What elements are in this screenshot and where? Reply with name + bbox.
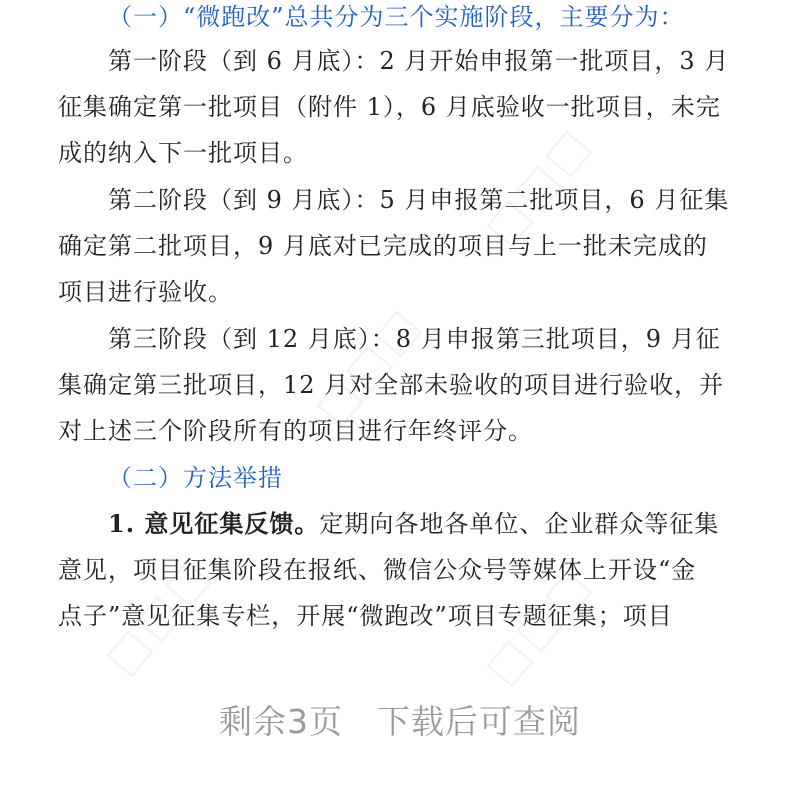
stage-one-line-1: 第一阶段（到 6 月底）：2 月开始申报第一批项目，3 月 <box>108 47 730 75</box>
measure-one-line-1-text: 定期向各地各单位、企业群众等征集 <box>319 510 720 538</box>
stage-two-line-1: 第二阶段（到 9 月底）：5 月申报第二批项目，6 月征集 <box>108 186 730 214</box>
stage-one-line-2: 征集确定第一批项目（附件 1），6 月底验收一批项目，未完 <box>58 93 721 121</box>
watermark-logo: □□□ <box>94 546 222 685</box>
watermark-logo: □□□ <box>474 116 602 255</box>
section-two-heading: （二）方法举措 <box>108 464 283 492</box>
stage-three-line-3: 对上述三个阶段所有的项目进行年终评分。 <box>58 417 533 445</box>
download-prompt[interactable] <box>0 696 800 743</box>
watermark-logo: □□□ <box>304 296 432 435</box>
watermark-logo: □□□ <box>474 556 602 695</box>
stage-two-line-3: 项目进行验收。 <box>58 278 233 306</box>
remaining-pages-text: 剩余3页 <box>219 702 343 741</box>
stage-three-line-2: 集确定第三批项目，12 月对全部未验收的项目进行验收，并 <box>58 371 725 399</box>
section-one-heading: （一）“微跑改”总共分为三个实施阶段，主要分为： <box>108 3 685 31</box>
measure-one-title: 1. 意见征集反馈。 <box>108 509 320 538</box>
stage-three-line-1: 第三阶段（到 12 月底）：8 月申报第三批项目，9 月征 <box>108 325 721 353</box>
stage-one-line-3: 成的纳入下一批项目。 <box>58 139 308 167</box>
measure-one-line-2: 意见，项目征集阶段在报纸、微信公众号等媒体上开设“金 <box>58 556 697 584</box>
download-to-view-text: 下载后可查阅 <box>377 702 581 741</box>
stage-two-line-2: 确定第二批项目，9 月底对已完成的项目与上一批未完成的 <box>58 232 708 260</box>
measure-one-line-1 <box>108 509 744 539</box>
measure-one-line-3: 点子”意见征集专栏，开展“微跑改”项目专题征集；项目 <box>58 602 673 630</box>
